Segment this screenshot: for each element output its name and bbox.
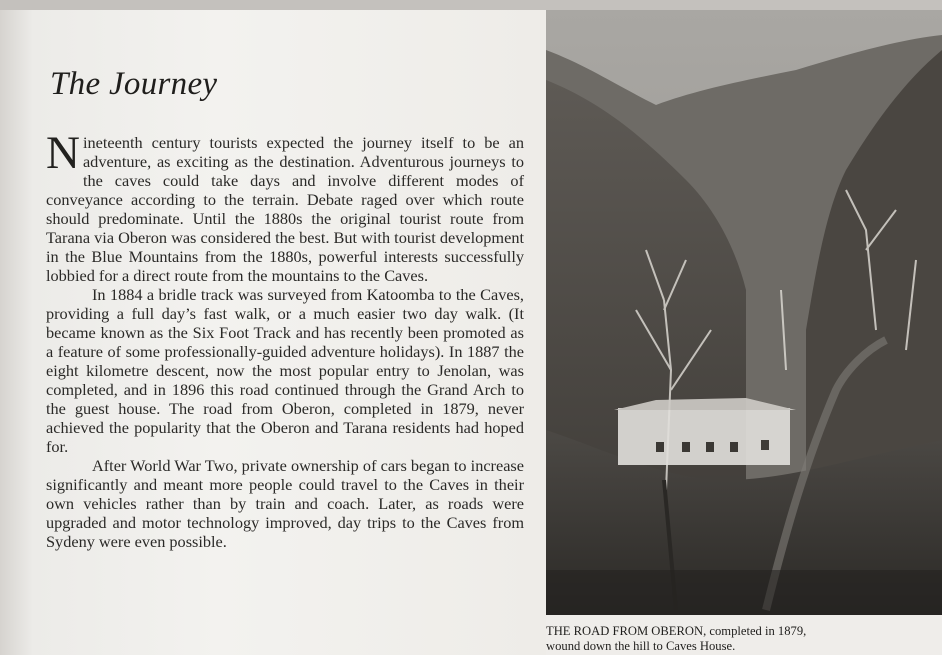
paragraph-1-text: ineteenth century tourists expected the journey itself to be an adventure, as exciting as the destination. Adventurous journeys to the caves could take days and involve different modes of conveyance according to the terrain. Debate raged over which route should predominate. Until the 1880s the original tourist route from Tarana via Oberon was considered the best. But with tourist development in the Blue Mountains from the 1880s, powerful interests successfully lobbied for a direct route from the mountains to the Caves. [46, 133, 524, 285]
article-body [46, 127, 524, 551]
caption-line-2: wound down the hill to Caves House. [546, 639, 736, 653]
photo-caption [546, 624, 866, 654]
page-top-edge [0, 0, 942, 10]
historic-photograph [546, 10, 942, 615]
photo-illustration [546, 10, 942, 615]
paragraph-3: After World War Two, private ownership of cars began to increase significantly and meant more people could travel to the Caves in their own vehicles rather than by train and coach. Later, as roads were upgraded and motor technology improved, day trips to the Caves from Sydeny were even possible. [46, 456, 524, 551]
caption-line-1: THE ROAD FROM OBERON, completed in 1879, [546, 624, 807, 638]
paragraph-2: In 1884 a bridle track was surveyed from Katoomba to the Caves, providing a full day’s fast walk, or a much easier two day walk. (It became known as the Six Foot Track and has recently been promoted as a feature of some professionally-guided adventure holidays). In 1887 the eight kilometre descent, now the most popular entry to Jenolan, was completed, and in 1896 this road continued through the Grand Arch to the guest house. The road from Oberon, completed in 1879, never achieved the popularity that the Oberon and Tarana residents had hoped for. [46, 285, 524, 456]
paragraph-1 [46, 127, 524, 285]
article-title: The Journey [50, 66, 218, 102]
drop-cap: N [46, 127, 80, 179]
